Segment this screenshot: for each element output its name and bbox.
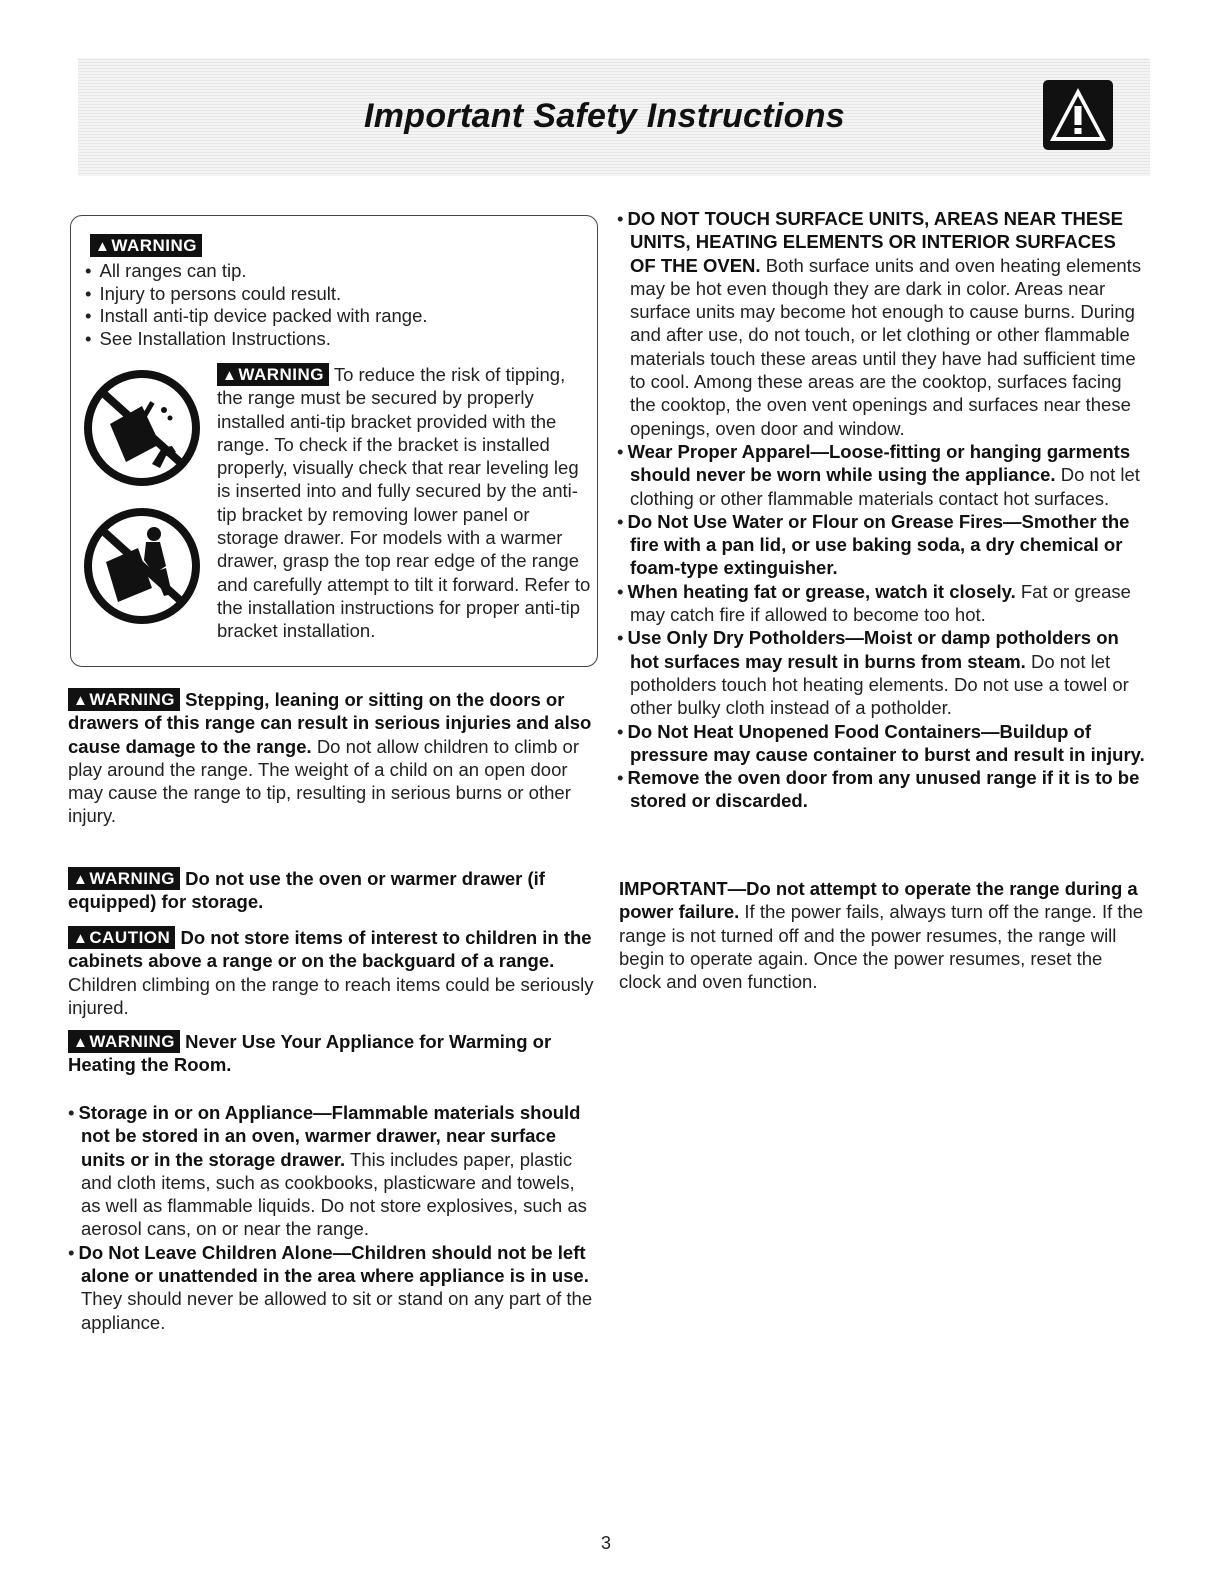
- list-item: • Install anti-tip device packed with range.: [85, 305, 428, 328]
- list-item: • Do Not Use Water or Flour on Grease Fires—Smother the fire with a pan lid, or use baking soda, a dry chemical or foam-type extinguisher.: [617, 510, 1146, 580]
- anti-tip-warning-box: [70, 215, 598, 667]
- important-power-failure: IMPORTANT—Do not attempt to operate the range during a power failure. If the power fails, always turn off the range. If the range is not turned off and the power resumes, the range will begin to operate again. Once the power resumes, reset the clock and oven function.: [619, 878, 1144, 993]
- warning-triangle-icon: ▲: [95, 238, 111, 255]
- list-item: • Wear Proper Apparel—Loose-fitting or hanging garments should never be worn while using the appliance. Do not let clothing or other flammable materials contact hot surfaces.: [617, 440, 1146, 510]
- warning-triangle-icon: ▲: [73, 692, 89, 709]
- list-item: • See Installation Instructions.: [85, 328, 428, 351]
- list-item: • Remove the oven door from any unused range if it is to be stored or discarded.: [617, 766, 1146, 813]
- list-item: • Injury to persons could result.: [85, 283, 428, 306]
- list-item: • Do Not Heat Unopened Food Containers—Buildup of pressure may cause container to burst and result in injury.: [617, 720, 1146, 767]
- warning-heating-room: ▲WARNING Never Use Your Appliance for Warming or Heating the Room.: [68, 1031, 552, 1076]
- warning-triangle-icon: [1043, 80, 1113, 150]
- child-climbing-prohibited-icon: [80, 504, 204, 628]
- warning-badge: ▲WARNING: [90, 234, 202, 257]
- left-bullet-list: [68, 1101, 595, 1334]
- range-tipping-prohibited-icon: [80, 366, 204, 490]
- list-item: • Storage in or on Appliance—Flammable materials should not be stored in an oven, warmer drawer, near surface units or in the storage drawer. This includes paper, plastic and cloth items, such as cookbooks, plasticware and towels, as well as flammable liquids. Do not store explosives, such as aerosol cans, on or near the range.: [68, 1101, 595, 1241]
- warning-triangle-icon: ▲: [73, 871, 89, 888]
- list-item: • All ranges can tip.: [85, 260, 428, 283]
- warning-badge: ▲WARNING: [68, 867, 180, 890]
- warning-badge: ▲WARNING: [217, 363, 329, 386]
- warning-badge: ▲WARNING: [68, 1030, 180, 1053]
- list-item: • Use Only Dry Potholders—Moist or damp potholders on hot surfaces may result in burns from steam. Do not let potholders touch hot heating elements. Do not use a towel or other bulky cloth instead of a potholder.: [617, 626, 1146, 719]
- warning-triangle-icon: ▲: [73, 1034, 89, 1051]
- warning-triangle-icon: ▲: [222, 367, 238, 384]
- anti-tip-instructions: ▲WARNING To reduce the risk of tipping, the range must be secured by properly installed anti-tip bracket provided with the range. To check if the bracket is installed properly, visually check that rear leveling leg is inserted into and fully secured by the anti-tip bracket by removing lower panel or storage drawer. For models with a warmer drawer, grasp the top rear edge of the range and carefully attempt to tilt it forward. Refer to the installation instructions for proper anti-tip bracket installation.: [217, 364, 591, 642]
- page-number: 3: [600, 1533, 611, 1553]
- caution-children-items: ▲CAUTION Do not store items of interest to children in the cabinets above a range or on the backguard of a range. Children climbing on the range to reach items could be seriously injured.: [68, 927, 594, 1018]
- warning-badge: ▲WARNING: [68, 688, 180, 711]
- warning-triangle-icon: ▲: [73, 930, 89, 947]
- right-bullet-list: [617, 207, 1146, 813]
- list-item: • Do Not Leave Children Alone—Children should not be left alone or unattended in the area where appliance is in use. They should never be allowed to sit or stand on any part of the appliance.: [68, 1241, 595, 1334]
- page-title: Important Safety Instructions: [364, 97, 845, 135]
- list-item: • When heating fat or grease, watch it closely. Fat or grease may catch fire if allowed to become too hot.: [617, 580, 1146, 627]
- warning-storage: ▲WARNING Do not use the oven or warmer drawer (if equipped) for storage.: [68, 868, 545, 913]
- list-item: • DO NOT TOUCH SURFACE UNITS, AREAS NEAR THESE UNITS, HEATING ELEMENTS OR INTERIOR SURFACES OF THE OVEN. Both surface units and oven heating elements may be hot even though they are dark in color. Areas near surface units may become hot enough to cause burns. During and after use, do not touch, or let clothing or other flammable materials touch these areas until they have had sufficient time to cool. Among these areas are the cooktop, surfaces facing the cooktop, the oven vent openings and surfaces near these openings, oven door and window.: [617, 207, 1146, 440]
- caution-badge: ▲CAUTION: [68, 926, 175, 949]
- tip-bullet-list: [85, 260, 428, 350]
- header-banner: [78, 58, 1150, 176]
- warning-stepping: ▲WARNING Stepping, leaning or sitting on the doors or drawers of this range can result in serious injuries and also cause damage to the range. Do not allow children to climb or play around the range. The weight of a child on an open door may cause the range to tip, resulting in serious burns or other injury.: [68, 689, 592, 827]
